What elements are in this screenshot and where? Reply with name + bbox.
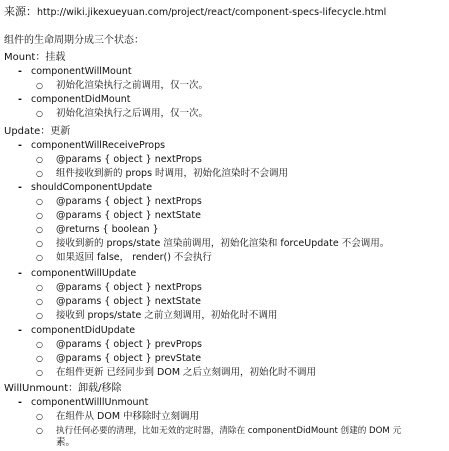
- method-detail-text: @returns { boolean }: [56, 224, 159, 235]
- method-name: componentDidMount: [31, 94, 131, 105]
- method-name: componentWillUpdate: [31, 268, 137, 279]
- dash-bullet: -: [18, 325, 22, 336]
- method-detail-text: 执行任何必要的清理，比如无效的定时器，清除在 componentDidMount 创建的 DOM 元: [56, 426, 402, 436]
- section-title-update: Update：更新: [4, 126, 71, 137]
- circle-bullet: ○: [36, 81, 43, 90]
- dash-bullet: -: [18, 268, 22, 279]
- section-title-mount: Mount：挂载: [4, 52, 66, 63]
- method-detail-text: 接收到新的 props/state 渲染前调用，初始化渲染和 forceUpdate 不会调用。: [56, 238, 390, 249]
- dash-bullet: -: [18, 94, 22, 105]
- source-line: [4, 4, 386, 21]
- dash-bullet: -: [18, 397, 22, 408]
- circle-bullet: ○: [36, 109, 43, 118]
- method-name: shouldComponentUpdate: [31, 182, 153, 193]
- circle-bullet: ○: [36, 340, 43, 349]
- method-detail-text: 如果返回 false， render() 不会执行: [56, 252, 212, 263]
- method-detail: [36, 308, 277, 324]
- dash-bullet: -: [18, 182, 22, 193]
- method-detail-text: 接收到 props/state 之前立刻调用，初始化时不调用: [56, 310, 278, 321]
- circle-bullet: ○: [36, 253, 43, 262]
- method-detail: [36, 106, 208, 122]
- method-detail-text: 在组件更新 已经同步到 DOM 之后立刻调用，初始化时不调用: [56, 367, 317, 378]
- circle-bullet: ○: [36, 225, 43, 234]
- source-url[interactable]: http://wiki.jikexueyuan.com/project/react/component-specs-lifecycle.html: [37, 7, 387, 18]
- method-detail-wrap: 素。: [56, 437, 76, 448]
- dash-bullet: -: [18, 66, 22, 77]
- method-name: componentDidUpdate: [31, 325, 136, 336]
- method-detail-text: @params { object } prevState: [56, 353, 202, 364]
- circle-bullet: ○: [36, 211, 43, 220]
- circle-bullet: ○: [36, 155, 43, 164]
- section-title-unmount: WillUnmount：卸载/移除: [4, 383, 122, 394]
- circle-bullet: ○: [36, 169, 43, 178]
- method-detail-text: 初始化渲染执行之前调用，仅一次。: [56, 80, 209, 91]
- circle-bullet: ○: [36, 412, 43, 421]
- method-detail-text: 组件接收到新的 props 时调用，初始化渲染时不会调用: [56, 168, 289, 179]
- intro-text: 组件的生命周期分成三个状态：: [4, 35, 144, 46]
- source-label: 来源：: [4, 5, 37, 18]
- circle-bullet: ○: [36, 426, 43, 435]
- method-name: componentWilllUnmount: [31, 397, 149, 408]
- method-detail-text: @params { object } nextState: [56, 210, 201, 221]
- method-detail-text: @params { object } nextProps: [56, 196, 202, 207]
- method-detail-text: 在组件从 DOM 中移除时立刻调用: [56, 411, 200, 422]
- method-detail-text: @params { object } nextState: [56, 296, 201, 307]
- circle-bullet: ○: [36, 297, 43, 306]
- method-detail: [36, 250, 212, 266]
- circle-bullet: ○: [36, 197, 43, 206]
- circle-bullet: ○: [36, 368, 43, 377]
- circle-bullet: ○: [36, 283, 43, 292]
- method-detail-text: 初始化渲染执行之后调用，仅一次。: [56, 108, 209, 119]
- method-detail-text: @params { object } prevProps: [56, 339, 202, 350]
- dash-bullet: -: [18, 140, 22, 151]
- method-detail-text: @params { object } nextProps: [56, 154, 202, 165]
- circle-bullet: ○: [36, 311, 43, 320]
- circle-bullet: ○: [36, 354, 43, 363]
- method-detail-text: @params { object } nextProps: [56, 282, 202, 293]
- method-detail: [36, 365, 316, 381]
- method-name: componentWillMount: [31, 66, 132, 77]
- method-name: componentWillReceiveProps: [31, 140, 166, 151]
- circle-bullet: ○: [36, 239, 43, 248]
- method-detail: [36, 423, 401, 439]
